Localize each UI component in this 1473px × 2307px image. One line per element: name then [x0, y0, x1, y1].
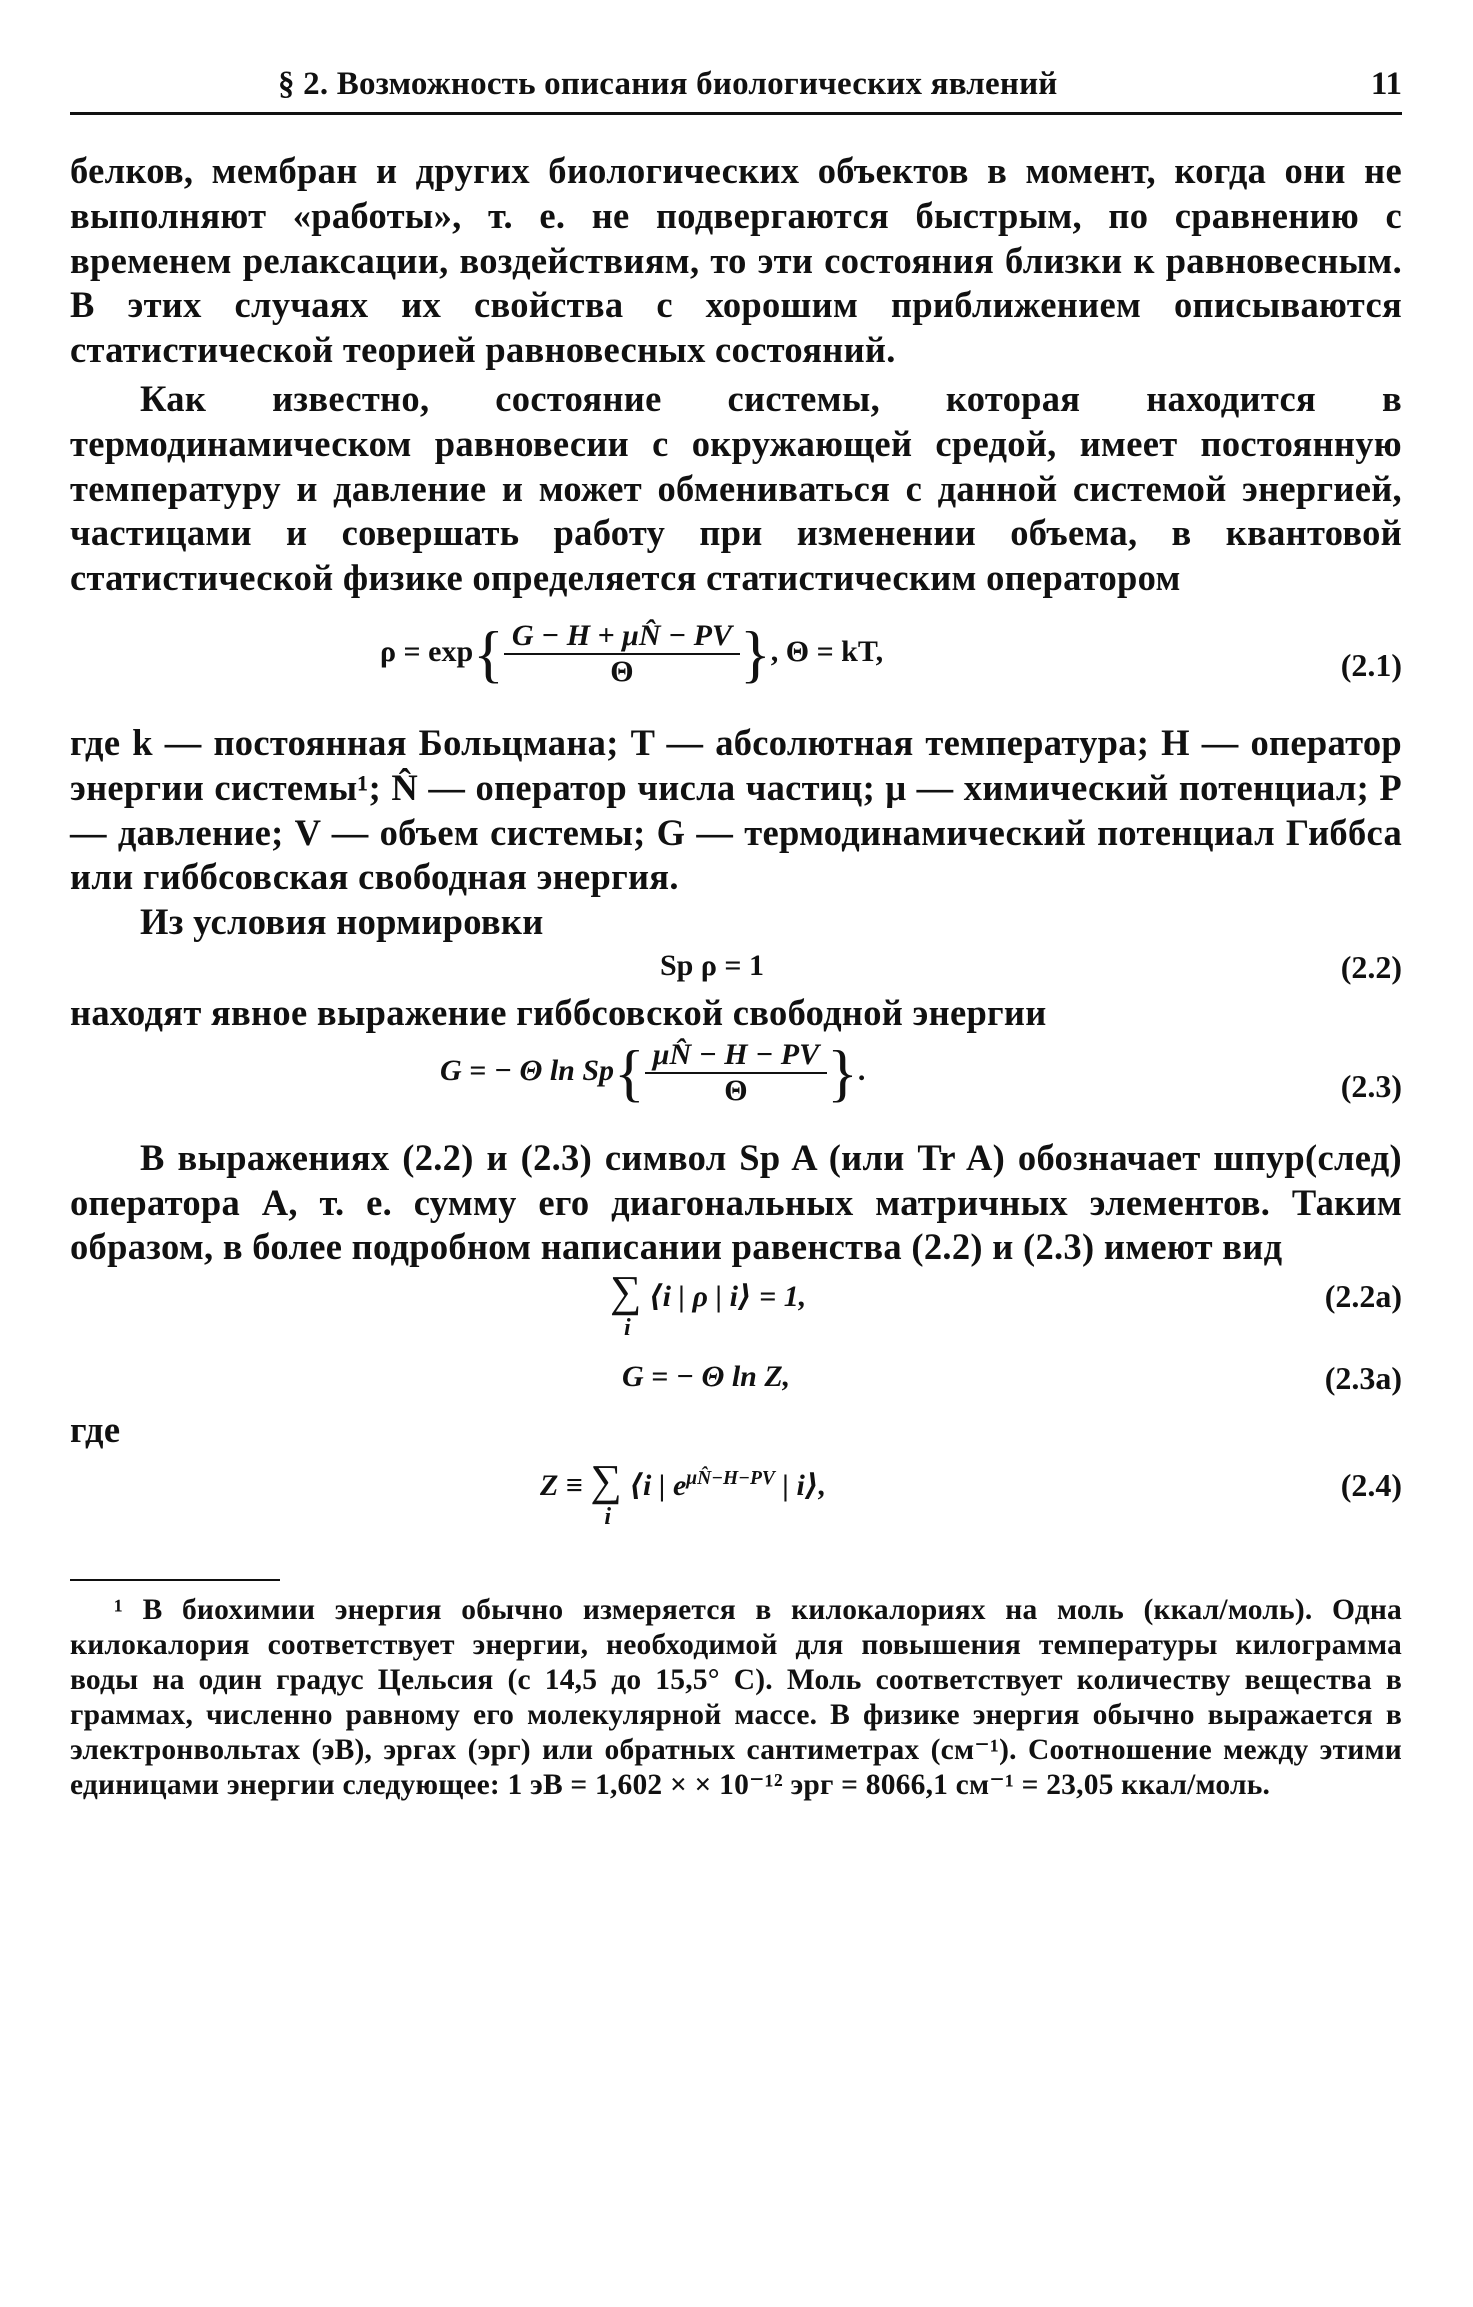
section-title: § 2. Возможность описания биологических явлений [278, 66, 1058, 102]
eq21-lhs: ρ = exp [380, 634, 474, 668]
eq24-body-post: | i⟩, [774, 1468, 827, 1502]
eq23a-number: (2.3a) [1324, 1360, 1402, 1397]
eq23-denominator: Θ [724, 1073, 748, 1107]
paragraph-4: Из условия нормировки [140, 901, 544, 943]
eq24-number: (2.4) [1340, 1466, 1402, 1503]
equation-2-3: G = − Θ ln Sp{ $\frac{\mu N̂ - H - PV}{\Theta}$ }. (2.3) [440, 1036, 1402, 1108]
equation-2-2a [70, 1267, 1402, 1360]
eq22-number: (2.2) [1340, 948, 1402, 985]
paragraph-1: белков, мембран и других биологических объектов в момент, когда они не выполняют «работы», т. е. не подвергаются быстрым, по сравнению с временем релаксации, воздействиям, то эти состояния близки к равновесным. В этих случаях их свойства с хорошим приближением описываются статистической теорией равновесных состояний. [70, 150, 1402, 371]
paragraph-5: находят явное выражение гиббсовской свободной энергии [70, 991, 1047, 1033]
eq24-sum-symbol: ∑ i [590, 1455, 622, 1530]
paragraph-7: где [70, 1409, 121, 1451]
eq22a-sum-index: i [624, 1315, 631, 1342]
eq23a-body: G = − Θ ln Z, [622, 1360, 791, 1394]
eq23-tail: . [857, 1053, 866, 1087]
footnote [70, 1593, 1402, 1803]
eq21-tail: , Θ = kT, [770, 634, 884, 668]
eq22a-sum-symbol: ∑ i [610, 1267, 642, 1342]
running-header [70, 60, 1402, 115]
paragraph-6: В выражениях (2.2) и (2.3) символ Sp A (или Tr A) обозначает шпур(след) оператора A, т. е. сумму его диагональных матричных элементов. Таким образом, в более подробном написании равенства (2.2) и (2.3) имеют вид [70, 1136, 1402, 1268]
eq24-body-pre: ⟨i | e [629, 1468, 687, 1502]
eq23-fraction [645, 1038, 827, 1108]
eq21-numerator: G − H + μN̂ − PV [504, 619, 740, 655]
footnote-separator [70, 1579, 280, 1581]
eq23-number: (2.3) [1340, 1067, 1402, 1104]
paragraph-2: Как известно, состояние системы, которая находится в термодинамическом равновесии с окружающей средой, имеет постоянную температуру и давление и может обмениваться с данной системой энергией, частицами и совершать работу при изменении объема, в квантовой статистической физике определяется статистическим оператором [70, 377, 1402, 599]
eq23-lhs: G = − Θ ln Sp [440, 1053, 615, 1087]
equation-2-2 [70, 945, 1402, 991]
body-text [70, 149, 1402, 601]
book-page [70, 60, 1402, 1803]
eq24-lhs: Z ≡ [540, 1468, 583, 1502]
page-number: 11 [1370, 66, 1402, 102]
equation-2-3a [70, 1360, 1402, 1408]
eq21-fraction [504, 619, 740, 689]
footnote-1: ¹ В биохимии энергия обычно измеряется в килокалориях на моль (ккал/моль). Одна килокалория соответствует энергии, необходимой для повышения температуры килограмма воды на один градус Цельсия (с 14,5 до 15,5° С). Моль соответствует количеству вещества в граммах, численно равному его молекулярной массе. В физике энергия обычно выражается в электронвольтах (эВ), эргах (эрг) или обратных сантиметрах (см⁻¹). Соотношение между этими единицами энергии следующее: 1 эВ = 1,602 × × 10⁻¹² эрг = 8066,1 см⁻¹ = 23,05 ккал/моль. [70, 1593, 1402, 1801]
equation-2-4 [70, 1455, 1402, 1569]
eq22a-number: (2.2a) [1324, 1278, 1402, 1315]
equation-2-1: ρ = exp{ $\frac{G - H + \mu N̂ - PV}{\Theta}$ }, Θ = kT, (2.1) [380, 617, 1402, 689]
eq22a-body: ⟨i | ρ | i⟩ = 1, [648, 1280, 807, 1314]
eq24-exponent: μN̂−H−PV [686, 1467, 775, 1489]
paragraph-3: где k — постоянная Больцмана; T — абсолютная температура; H — оператор энергии системы¹; N̂ — оператор числа частиц; μ — химический потенциал; P — давление; V — объем системы; G — термодинамический потенциал Гиббса или гиббсовская свободная энергия. [70, 721, 1402, 898]
eq23-numerator: μN̂ − H − PV [645, 1038, 827, 1074]
eq21-denominator: Θ [610, 654, 634, 688]
eq24-sum-index: i [604, 1503, 612, 1530]
eq21-number: (2.1) [1340, 646, 1402, 683]
eq22-body: Sp ρ = 1 [660, 948, 765, 982]
